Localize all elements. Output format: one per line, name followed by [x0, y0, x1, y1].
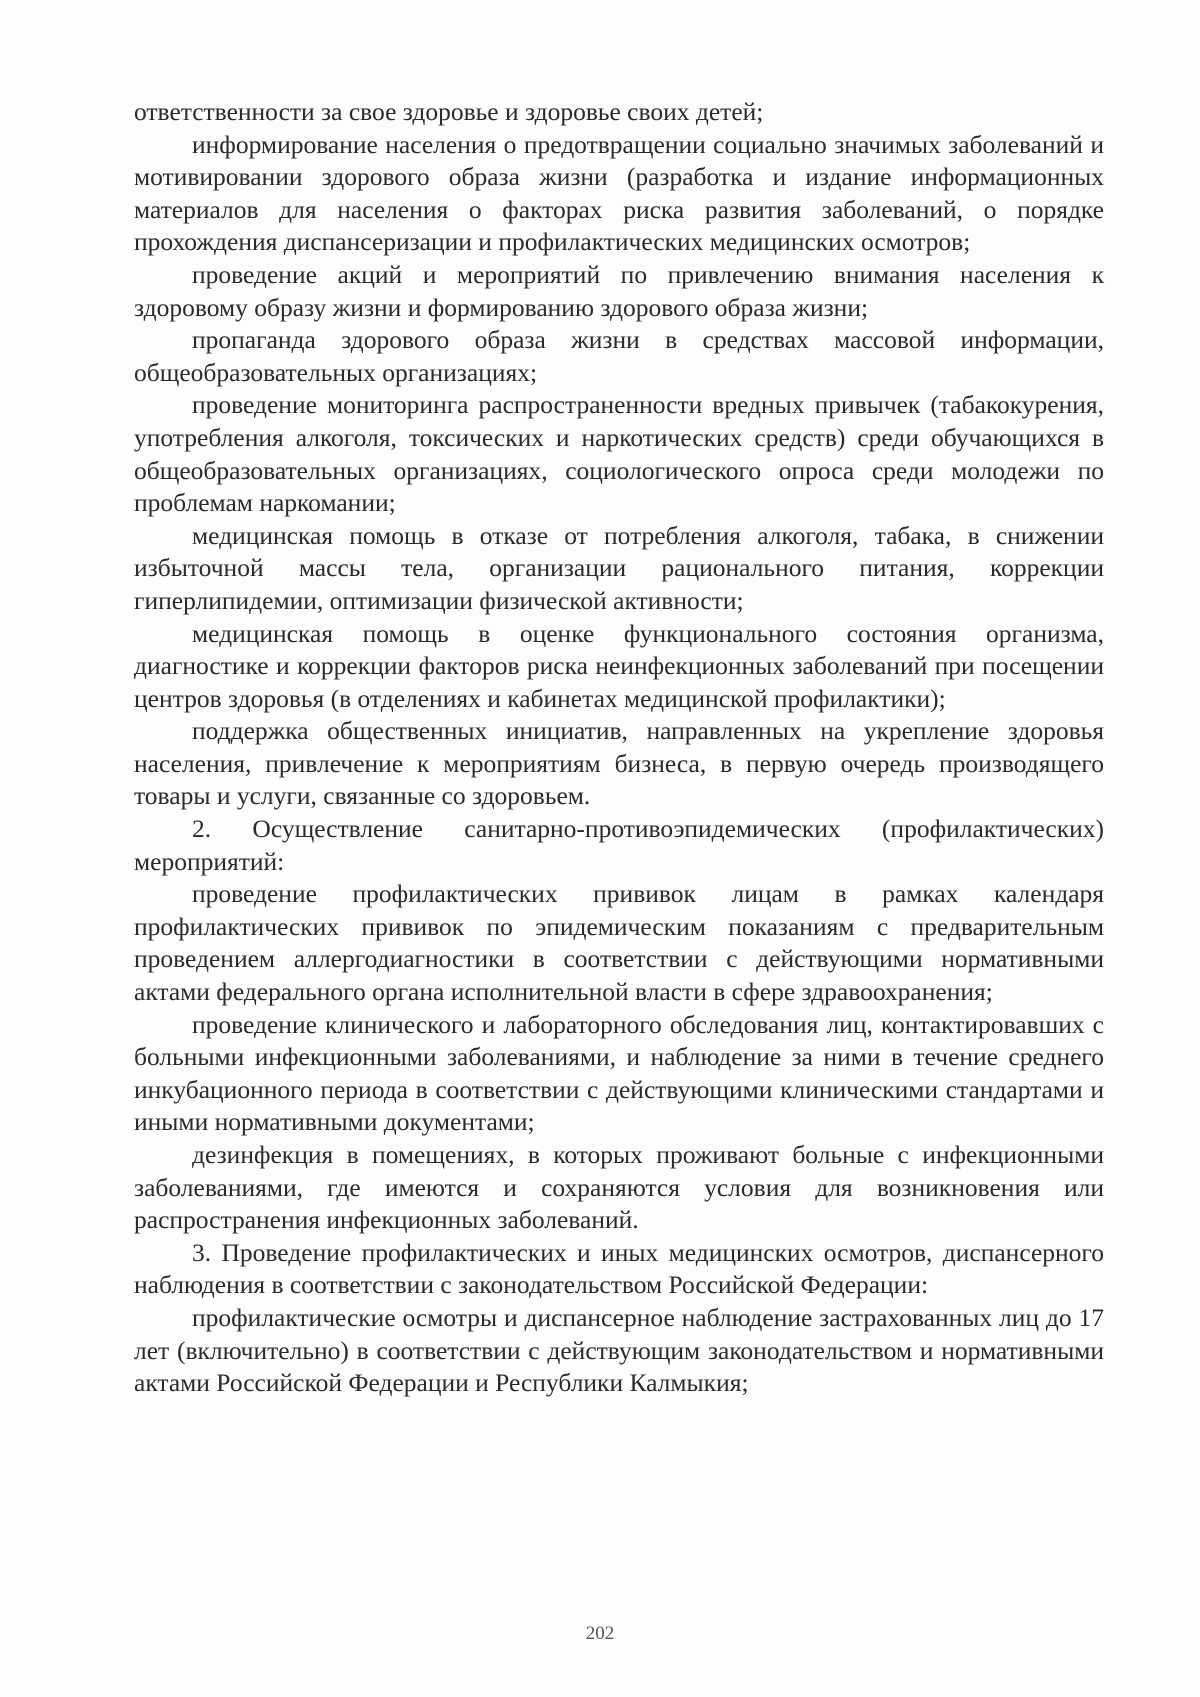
- paragraph-section-3-heading: 3. Проведение профилактических и иных медицинских осмотров, диспансерного наблюдения в соответствии с законодательством Российской Федерации:: [134, 1237, 1104, 1300]
- document-body: [134, 96, 1104, 1400]
- paragraph-section-2-heading: 2. Осуществление санитарно-противоэпидемических (профилактических) мероприятий:: [134, 814, 1104, 876]
- paragraph-continuation: ответственности за свое здоровье и здоровье своих детей;: [134, 97, 764, 126]
- page-number: 202: [585, 1623, 615, 1644]
- paragraph-monitoring: проведение мониторинга распространенности вредных привычек (табакокурения, употребления алкоголя, токсических и наркотических средств) среди обучающихся в общеобразовательных организациях, социологического опроса среди молодежи по проблемам наркомании;: [134, 390, 1104, 518]
- paragraph-preventive-examinations: профилактические осмотры и диспансерное наблюдение застрахованных лиц до 17 лет (включительно) в соответствии с действующим законодательством и нормативными актами Российской Федерации и Республики Калмыкия;: [134, 1302, 1104, 1398]
- paragraph-actions: проведение акций и мероприятий по привлечению внимания населения к здоровому образу жизни и формированию здорового образа жизни;: [134, 259, 1104, 322]
- paragraph-propaganda: пропаганда здорового образа жизни в средствах массовой информации, общеобразовательных организациях;: [134, 325, 1104, 387]
- paragraph-clinical-examination: проведение клинического и лабораторного обследования лиц, контактировавших с больными инфекционными заболеваниями, и наблюдение за ними в течение среднего инкубационного периода в соответствии с действующими клиническими стандартами и иными нормативными документами;: [134, 1009, 1104, 1137]
- paragraph-medical-help-assessment: медицинская помощь в оценке функционального состояния организма, диагностике и коррекции факторов риска неинфекционных заболеваний при посещении центров здоровья (в отделениях и кабинетах медицинской профилактики);: [134, 618, 1104, 713]
- paragraph-public-initiatives: поддержка общественных инициатив, направленных на укрепление здоровья населения, привлечение к мероприятиям бизнеса, в первую очередь производящего товары и услуги, связанные со здоровьем.: [134, 716, 1104, 811]
- paragraph-medical-help-habits: медицинская помощь в отказе от потребления алкоголя, табака, в снижении избыточной массы тела, организации рационального питания, коррекции гиперлипидемии, оптимизации физической активности;: [134, 520, 1104, 615]
- paragraph-informing: информирование населения о предотвращении социально значимых заболеваний и мотивировании здорового образа жизни (разработка и издание информационных материалов для населения о факторах риска развития заболеваний, о порядке прохождения диспансеризации и профилактических медицинских осмотров;: [134, 129, 1104, 257]
- paragraph-disinfection: дезинфекция в помещениях, в которых проживают больные с инфекционными заболеваниями, где имеются и сохраняются условия для возникновения или распространения инфекционных заболеваний.: [134, 1140, 1104, 1235]
- paragraph-vaccinations: проведение профилактических прививок лицам в рамках календаря профилактических прививок по эпидемическим показаниям с предварительным проведением аллергодиагностики в соответствии с действующими нормативными актами федерального органа исполнительной власти в сфере здравоохранения;: [134, 879, 1104, 1007]
